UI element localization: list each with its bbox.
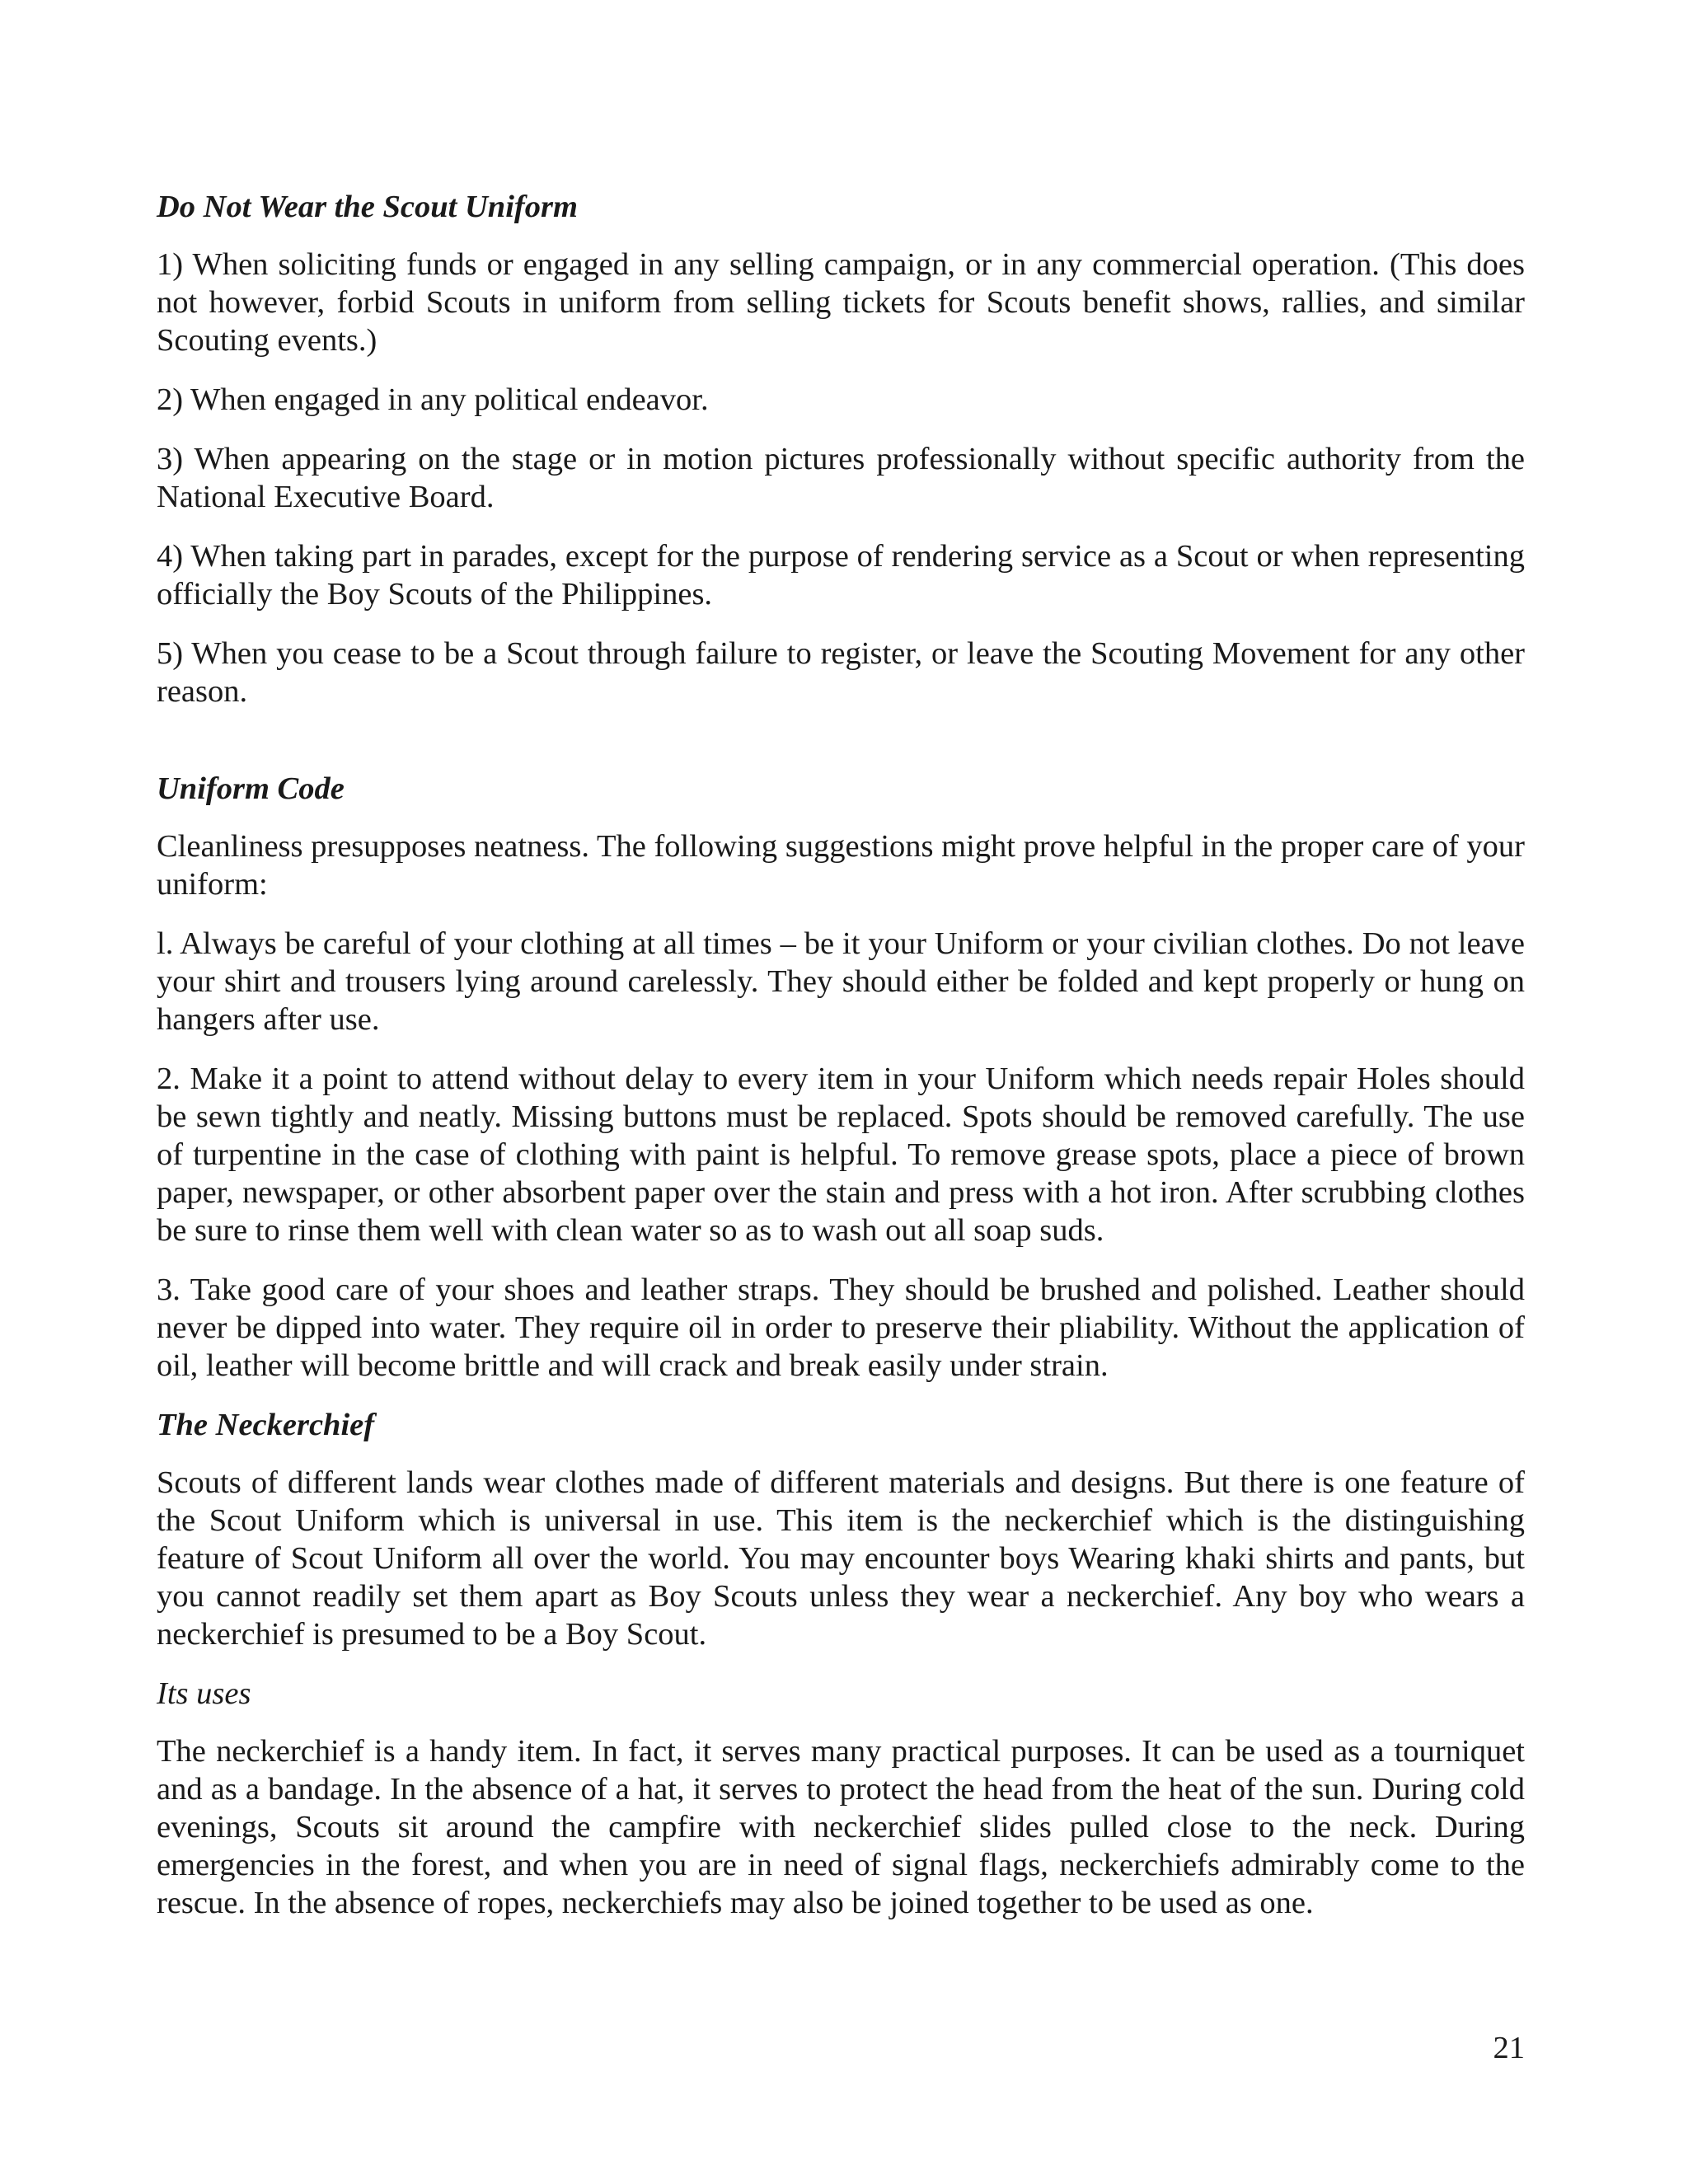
do-not-wear-item-4: 4) When taking part in parades, except for the purpose of rendering service as a Scout or when representing officially the Boy Scouts of the Philippines. <box>157 539 1525 612</box>
uniform-code-intro: Cleanliness presupposes neatness. The following suggestions might prove helpful in the proper care of your uniform: <box>157 829 1525 902</box>
uniform-code-item-2: 2. Make it a point to attend without delay to every item in your Uniform which needs repair Holes should be sewn tightly and neatly. Missing buttons must be replaced. Spots should be removed carefully. The use of turpentine in the case of clothing with paint is helpful. To remove grease spots, place a piece of brown paper, newspaper, or other absorbent paper over the stain and press with a hot iron. After scrubbing clothes be sure to rinse them well with clean water so as to wash out all soap suds. <box>157 1062 1525 1248</box>
neckerchief-paragraph: Scouts of different lands wear clothes made of different materials and designs. But there is one feature of the Scout Uniform which is universal in use. This item is the neckerchief which is the distinguishing feature of Scout Uniform all over the world. You may encounter boys Wearing khaki shirts and pants, but you cannot readily set them apart as Boy Scouts unless they wear a neckerchief. Any boy who wears a neckerchief is presumed to be a Boy Scout. <box>157 1465 1525 1652</box>
do-not-wear-item-2: 2) When engaged in any political endeavor. <box>157 382 709 417</box>
heading-neckerchief: The Neckerchief <box>157 1408 375 1442</box>
uniform-code-item-1: l. Always be careful of your clothing at all times – be it your Uniform or your civilian clothes. Do not leave your shirt and trousers lying around carelessly. They should either be folded and kept properly or hung on hangers after use. <box>157 926 1525 1037</box>
document-page <box>157 188 1525 1943</box>
heading-uniform-code: Uniform Code <box>157 771 345 806</box>
subheading-its-uses: Its uses <box>157 1676 251 1711</box>
do-not-wear-item-1: 1) When soliciting funds or engaged in any selling campaign, or in any commercial operation. (This does not however, forbid Scouts in uniform from selling tickets for Scouts benefit shows, rallies, and similar Scouting events.) <box>157 247 1525 358</box>
do-not-wear-item-3: 3) When appearing on the stage or in motion pictures professionally without specific authority from the National Executive Board. <box>157 442 1525 514</box>
page-number: 21 <box>1493 2031 1525 2065</box>
uniform-code-item-3: 3. Take good care of your shoes and leather straps. They should be brushed and polished. Leather should never be dipped into water. They require oil in order to preserve their pliability. Without the application of oil, leather will become brittle and will crack and break easily under strain. <box>157 1272 1525 1383</box>
heading-do-not-wear: Do Not Wear the Scout Uniform <box>157 190 578 224</box>
do-not-wear-item-5: 5) When you cease to be a Scout through failure to register, or leave the Scouting Movement for any other reason. <box>157 636 1525 709</box>
neckerchief-uses-paragraph: The neckerchief is a handy item. In fact, it serves many practical purposes. It can be used as a tourniquet and as a bandage. In the absence of a hat, it serves to protect the head from the heat of the sun. During cold evenings, Scouts sit around the campfire with neckerchief slides pulled close to the neck. During emergencies in the forest, and when you are in need of signal flags, neckerchiefs admirably come to the rescue. In the absence of ropes, neckerchiefs may also be joined together to be used as one. <box>157 1734 1525 1920</box>
